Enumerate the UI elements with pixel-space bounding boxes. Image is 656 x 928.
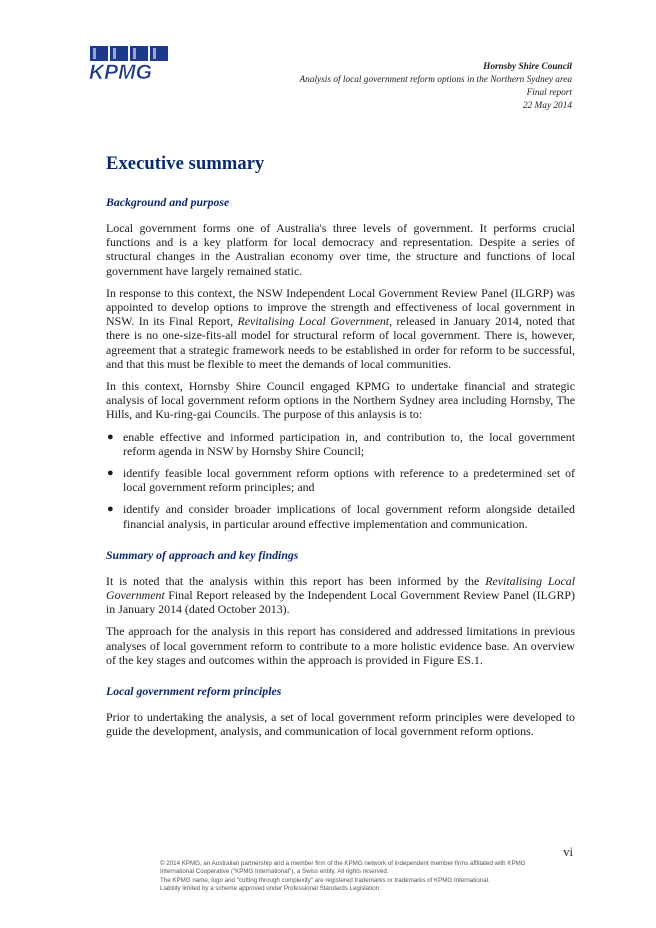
bullet-icon: ● (107, 503, 114, 516)
footer-liability: Liability limited by a scheme approved under Professional Standards Legislation. (160, 885, 381, 893)
purpose-list (106, 430, 575, 531)
bullet-icon: ● (107, 467, 114, 480)
header-organisation: Hornsby Shire Council (483, 62, 572, 72)
footer-copyright: © 2014 KPMG, an Australian partnership and a member firm of the KPMG network of independent member firms affiliated with KPMG International Cooperative ("KPMG International"), a Swiss entity. All rights reserved. (160, 860, 526, 876)
list-item: ● identify feasible local government reform options with reference to a predetermined set of local government reform principles; and (107, 466, 575, 495)
footer-trademark: The KPMG name, logo and "cutting through complexity" are registered trademarks or trademarks of KPMG International. (160, 876, 490, 884)
heading-background: Background and purpose (106, 195, 230, 209)
paragraph: In response to this context, the NSW Independent Local Government Review Panel (ILGRP) was appointed to develop options to improve the strength and effectiveness of local government in NSW. In its Final Report, Revitalising Local Government, released in January 2014, noted that there is no one-size-fits-all model for structural reform of local government. There is, however, agreement that a strategic framework needs to be established in order for reform to be successful, and that this must be flexible to meet the demands of local communities. (106, 285, 575, 371)
list-item: ● identify and consider broader implications of local government reform alongside detailed financial analysis, in particular around effective implementation and communication. (107, 502, 575, 531)
paragraph: It is noted that the analysis within this report has been informed by the Revitalising Local Government Final Report released by the Independent Local Government Review Panel (ILGRP) in January 2014 (dated October 2013). (106, 573, 576, 617)
kpmg-logo (88, 46, 172, 80)
heading-principles: Local government reform principles (106, 684, 282, 699)
paragraph: Local government forms one of Australia's three levels of government. It performs crucial functions and is a key platform for local democracy and representation. Despite a series of structural changes in the Australian economy over time, the structure and functions of local government have largely remained static. (106, 221, 575, 278)
page-title: Executive summary (106, 154, 265, 174)
document-body (106, 195, 575, 746)
paragraph: The approach for the analysis in this report has considered and addressed limitations in previous analyses of local government reform to contribute to a more holistic evidence base. An overview of the key stages and outcomes within the approach is provided in Figure ES.1. (106, 624, 575, 667)
paragraph: Prior to undertaking the analysis, a set of local government reform principles were developed to guide the development, analysis, and communication of local government reform options. (106, 710, 575, 739)
legal-footer (160, 860, 540, 894)
list-item: ● enable effective and informed participation in, and contribution to, the local government reform agenda in NSW by Hornsby Shire Council; (107, 429, 575, 458)
heading-approach: Summary of approach and key findings (106, 547, 299, 562)
svg-text:KPMG: KPMG (89, 61, 152, 80)
running-header (300, 61, 573, 113)
paragraph: In this context, Hornsby Shire Council engaged KPMG to undertake financial and strategic analysis of local government reform options in the Northern Sydney area including Hornsby, The Hills, and Ku-ring-gai Councils. The purpose of this anlaysis is to: (106, 379, 575, 422)
bullet-icon: ● (107, 430, 114, 443)
header-date: 22 May 2014 (522, 101, 572, 111)
page-number: vi (563, 845, 573, 859)
header-report-type: Final report (526, 88, 572, 98)
header-subtitle: Analysis of local government reform options in the Northern Sydney area (299, 75, 572, 85)
